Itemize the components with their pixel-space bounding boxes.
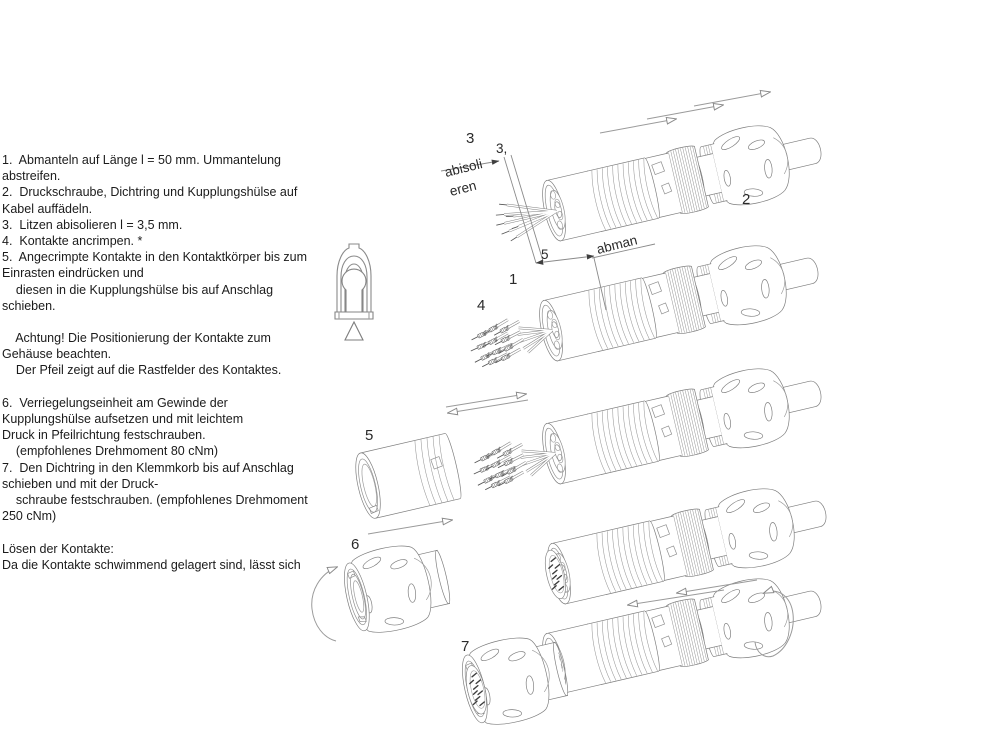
instruction-line: 2. Druckschraube, Dichtring und Kupplungshülse auf (2, 185, 298, 200)
strip-dimension-label: 3, (496, 141, 508, 156)
connector-row-2 (461, 232, 826, 387)
step-label-4: 4 (477, 297, 486, 314)
instruction-line: 6. Verriegelungseinheit am Gewinde der (2, 395, 228, 410)
step-label-2: 2 (742, 191, 751, 208)
instruction-line: Kupplungshülse aufsetzen und mit leichtem (2, 412, 244, 426)
instruction-line: schraube festschrauben. (empfohlenes Drehmoment (2, 492, 308, 507)
instruction-line: 3. Litzen abisolieren l = 3,5 mm. (2, 217, 183, 232)
instruction-line: 7. Den Dichtring in den Klemmkorb bis auf Anschlag (2, 460, 294, 475)
step-label-6: 6 (351, 536, 360, 553)
instruction-line: Da die Kontakte schwimmend gelagert sind, lässt sich (2, 557, 301, 572)
connector-row-4 (538, 475, 834, 614)
arrow-right-icon (600, 119, 676, 133)
instruction-line: Druck in Pfeilrichtung festschrauben. (2, 428, 206, 443)
instruction-line: diesen in die Kupplungshülse bis auf Anschlag (2, 282, 274, 297)
position-arrow-icon (345, 322, 363, 340)
contact-body-part (351, 433, 464, 521)
step-label-7: 7 (461, 638, 470, 655)
abisolieren-label-line2: eren (448, 177, 478, 199)
instruction-line: 4. Kontakte ancrimpen. * (2, 233, 143, 248)
instruction-line: Kabel auffädeln. (2, 201, 93, 216)
instruction-line: Gehäuse beachten. (2, 347, 112, 362)
instruction-line: Einrasten eindrücken und (2, 266, 144, 281)
step-label-5: 5 (365, 427, 374, 444)
arrow-right-icon (446, 394, 526, 407)
inset-contact-cross-section (335, 244, 373, 340)
step-label-1: 1 (509, 271, 518, 288)
instruction-line: Lösen der Kontakte: (2, 541, 114, 556)
instruction-line: Der Pfeil zeigt auf die Rastfelder des Kontaktes. (2, 363, 282, 378)
arrow-right-icon (694, 92, 770, 106)
instruction-line: schieben. (2, 298, 56, 313)
abisolieren-label-line1: abisoli (443, 156, 484, 180)
connector-row-3 (464, 355, 829, 510)
instruction-line: 250 cNm) (2, 509, 57, 524)
instruction-line: schieben und mit der Druck- (2, 476, 159, 491)
connector-row-1 (487, 112, 829, 262)
instruction-line: 1. Abmanteln auf Länge l = 50 mm. Ummantelung (2, 153, 281, 167)
instruction-line: 5. Angecrimpte Kontakte in den Kontaktkörper bis zum (2, 250, 308, 265)
arrow-right-icon (647, 105, 723, 119)
step-label-3: 3 (466, 130, 475, 147)
instruction-line: abstreifen. (2, 169, 61, 184)
rotation-arrow-icon (312, 567, 337, 641)
arrow-right-icon (368, 520, 452, 534)
abmanteln-label: abman (595, 232, 639, 257)
instruction-line: (empfohlenes Drehmoment 80 cNm) (2, 444, 219, 459)
instruction-line: Achtung! Die Positionierung der Kontakte zum (2, 331, 271, 346)
arrow-left-icon (448, 400, 528, 413)
sheath-dimension-label: 5 (541, 247, 549, 262)
